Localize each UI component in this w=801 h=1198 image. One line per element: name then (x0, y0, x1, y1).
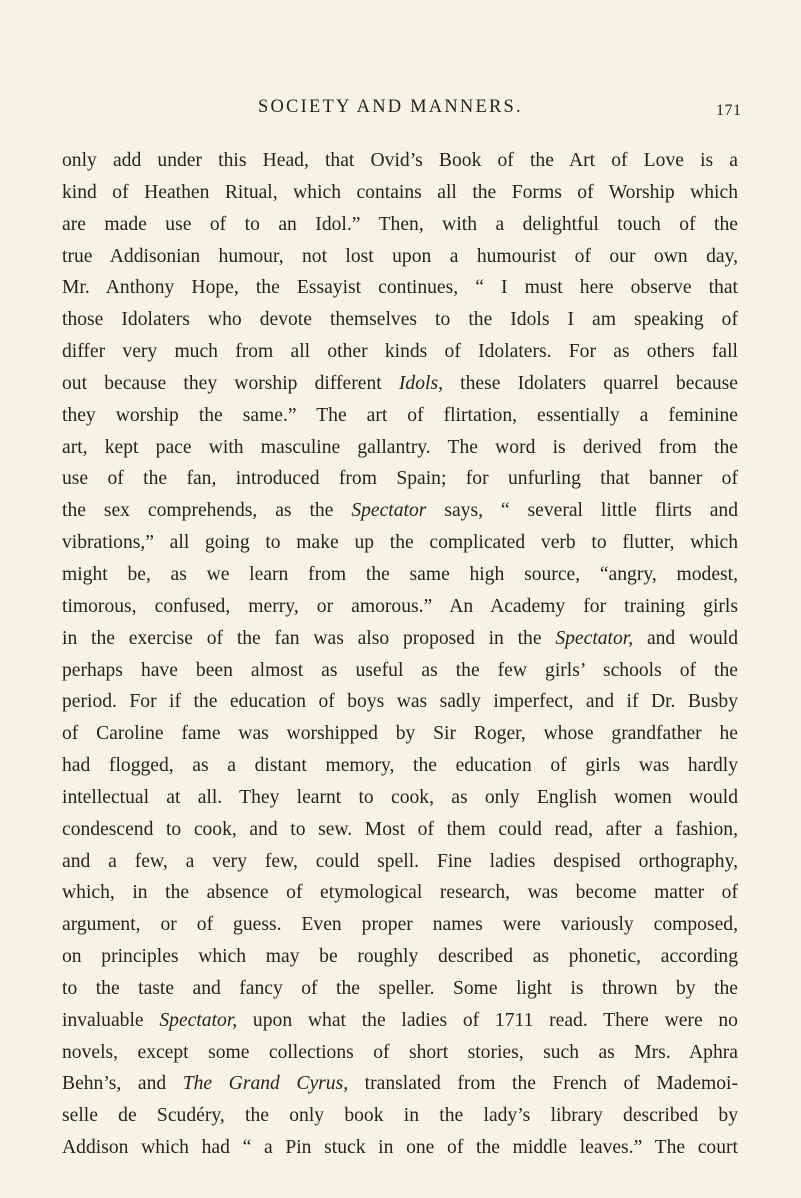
text-line (62, 559, 738, 591)
text-run: says, “ several little flirts and (426, 500, 738, 522)
text-run: upon what the ladies of 1711 read. There were no (237, 1009, 738, 1031)
text-line (62, 941, 738, 973)
text-run: these Idolaters quarrel because (443, 372, 739, 394)
text-run: use of the fan, introduced from Spain; for unfurling that banner of (62, 468, 738, 490)
text-run: are made use of to an Idol.” Then, with a delightful touch of the (62, 213, 738, 235)
text-line (62, 463, 738, 495)
italic-title: Idols, (398, 372, 443, 394)
italic-title: Spectator (351, 500, 427, 522)
text-line (62, 814, 738, 846)
text-run: art, kept pace with masculine gallantry. The word is derived from the (62, 436, 738, 458)
text-run: timorous, confused, merry, or amorous.” An Academy for training girls (62, 595, 738, 617)
text-line (62, 432, 738, 464)
text-line (62, 591, 738, 623)
text-run: to the taste and fancy of the speller. Some light is thrown by the (62, 977, 738, 999)
text-run: in the exercise of the fan was also proposed in the (62, 627, 556, 649)
text-line (62, 177, 738, 209)
text-line (62, 1005, 738, 1037)
text-run: period. For if the education of boys was sadly imperfect, and if Dr. Busby (62, 691, 738, 713)
text-run: had flogged, as a distant memory, the education of girls was hardly (62, 755, 738, 777)
text-line (62, 909, 738, 941)
text-run: the sex comprehends, as the (62, 500, 352, 522)
text-line (62, 495, 738, 527)
text-line (62, 241, 738, 273)
text-run: and a few, a very few, could spell. Fine ladies despised orthography, (62, 850, 738, 872)
text-run: kind of Heathen Ritual, which contains all the Forms of Worship which (62, 181, 738, 203)
text-run: Behn’s, and (62, 1073, 183, 1095)
text-run: perhaps have been almost as useful as the few girls’ schools of the (62, 659, 738, 681)
italic-title: Spectator, (159, 1009, 238, 1031)
text-line (62, 1132, 738, 1164)
text-line (62, 304, 738, 336)
text-run: condescend to cook, and to sew. Most of them could read, after a fashion, (62, 818, 738, 840)
text-line (62, 368, 738, 400)
italic-title: The Grand Cyrus, (182, 1073, 349, 1095)
text-line (62, 400, 738, 432)
text-run: translated from the French of Mademoi- (348, 1073, 738, 1095)
text-line (62, 1068, 738, 1100)
italic-title: Spectator, (555, 627, 634, 649)
text-run: true Addisonian humour, not lost upon a humourist of our own day, (62, 245, 738, 267)
text-line (62, 782, 738, 814)
text-line (62, 718, 738, 750)
text-line (62, 1100, 738, 1132)
running-title: SOCIETY AND MANNERS. (258, 97, 523, 117)
text-line (62, 209, 738, 241)
text-run: argument, or of guess. Even proper names were variously composed, (62, 914, 738, 936)
text-line (62, 686, 738, 718)
text-line (62, 527, 738, 559)
page-number: 171 (716, 102, 742, 119)
text-run: intellectual at all. They learnt to cook, as only English women would (62, 786, 738, 808)
text-run: which, in the absence of etymological research, was become matter of (62, 882, 738, 904)
text-run: of Caroline fame was worshipped by Sir Roger, whose grandfather he (62, 723, 738, 745)
text-line (62, 623, 738, 655)
text-run: on principles which may be roughly described as phonetic, according (62, 946, 738, 968)
text-line (62, 1037, 738, 1069)
text-run: Addison which had “ a Pin stuck in one of the middle leaves.” The court (62, 1137, 738, 1159)
text-line (62, 750, 738, 782)
text-line (62, 655, 738, 687)
text-run: might be, as we learn from the same high source, “angry, modest, (62, 563, 738, 585)
text-line (62, 272, 738, 304)
text-run: novels, except some collections of short stories, such as Mrs. Aphra (62, 1041, 738, 1063)
text-line (62, 145, 738, 177)
running-head (0, 96, 801, 126)
text-run: those Idolaters who devote themselves to the Idols I am speaking of (62, 309, 738, 331)
text-run: and would (633, 627, 739, 649)
text-run: selle de Scudéry, the only book in the lady’s library described by (62, 1105, 738, 1127)
text-run: only add under this Head, that Ovid’s Book of the Art of Love is a (62, 150, 738, 171)
text-run: vibrations,” all going to make up the complicated verb to flutter, which (62, 532, 738, 554)
text-run: Mr. Anthony Hope, the Essayist continues, “ I must here observe that (62, 277, 738, 299)
text-run: invaluable (62, 1009, 160, 1031)
body-text (62, 145, 738, 1164)
text-line (62, 973, 738, 1005)
text-run: differ very much from all other kinds of Idolaters. For as others fall (62, 341, 738, 363)
text-run: they worship the same.” The art of flirtation, essentially a feminine (62, 404, 738, 426)
text-line (62, 846, 738, 878)
text-line (62, 336, 738, 368)
text-run: out because they worship different (62, 372, 399, 394)
text-line (62, 877, 738, 909)
